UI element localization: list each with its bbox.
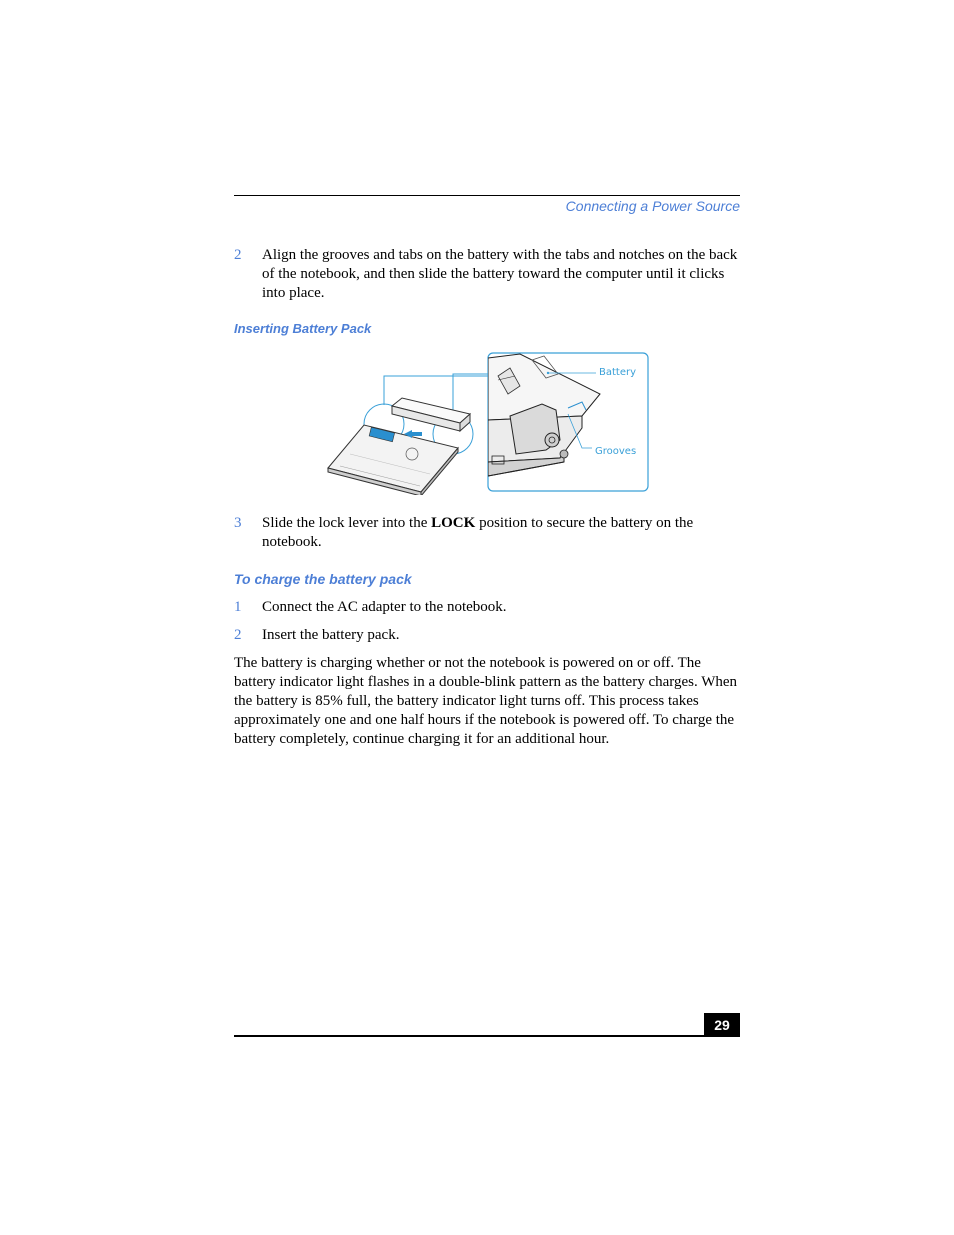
step-item bbox=[234, 626, 740, 645]
step-item bbox=[234, 246, 740, 303]
figure-caption: Inserting Battery Pack bbox=[234, 321, 372, 336]
section-heading: To charge the battery pack bbox=[234, 571, 412, 587]
step-item bbox=[234, 514, 740, 552]
header-rule bbox=[234, 195, 740, 196]
step-text: Align the grooves and tabs on the battery with the tabs and notches on the back of the notebook, and then slide the battery toward the computer until it clicks into place. bbox=[262, 247, 738, 301]
step-number: 1 bbox=[234, 599, 242, 615]
step-text: Connect the AC adapter to the notebook. bbox=[262, 599, 507, 615]
battery-label: Battery bbox=[599, 367, 637, 378]
footer-rule bbox=[234, 1035, 740, 1037]
step-number: 2 bbox=[234, 627, 242, 643]
step-number: 3 bbox=[234, 515, 242, 531]
step-text: Slide the lock lever into the LOCK position to secure the battery on the notebook. bbox=[262, 515, 694, 550]
battery-illustration bbox=[320, 350, 660, 495]
step-number: 2 bbox=[234, 247, 242, 263]
step-item bbox=[234, 598, 740, 617]
step-text: Insert the battery pack. bbox=[262, 627, 400, 643]
grooves-label: Grooves bbox=[595, 446, 637, 457]
body-paragraph: The battery is charging whether or not the notebook is powered on or off. The battery indicator light flashes in a double-blink pattern as the battery charges. When the battery is 85% full, the battery indicator light turns off. This process takes approximately one and one half hours if the notebook is powered off. To charge the battery completely, continue charging it for an additional hour. bbox=[234, 655, 738, 747]
page-number: 29 bbox=[704, 1013, 740, 1037]
lock-keyword: LOCK bbox=[431, 515, 476, 531]
running-head: Connecting a Power Source bbox=[565, 198, 740, 214]
